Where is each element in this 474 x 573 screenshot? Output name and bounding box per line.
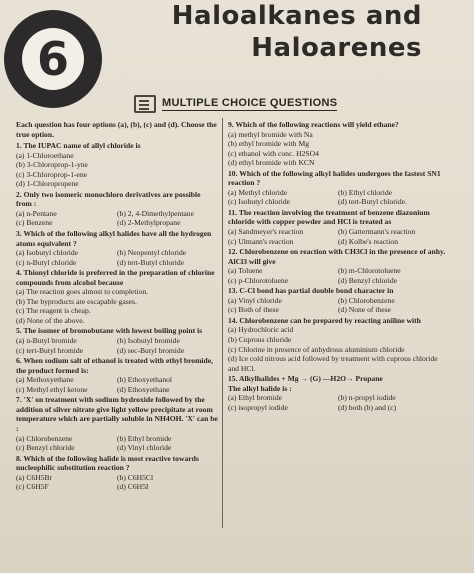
right-column [228, 120, 448, 413]
question-text: 7. 'X' on treatment with sodium hydroxide followed by the addition of silver nitrate give light yellow precipitate at room temperature which are partially soluble in NH4OH. 'X' can be : [16, 395, 218, 433]
answer-option: (c) Isobutyl chloride [228, 197, 290, 207]
answer-option: (d) None of these [338, 305, 391, 315]
answer-options [228, 188, 448, 207]
question-item [228, 247, 448, 285]
answer-option: (d) both (b) and (c) [338, 402, 397, 412]
answer-option: (c) n-Butyl chloride [16, 257, 77, 267]
chapter-number: 6 [22, 28, 84, 90]
answer-option: (d) Vinyl chloride [117, 443, 172, 453]
question-item [228, 208, 448, 246]
answer-option: (a) Isobutyl chloride [16, 248, 78, 258]
question-text: 10. Which of the following alkyl halides undergoes the fastest SN1 reaction ? [228, 168, 441, 188]
left-column [16, 120, 218, 493]
answer-option: (b) m-Chlorotoluene [338, 266, 401, 276]
answer-option: (a) Methoxyethane [16, 375, 74, 385]
question-text: 14. Chlorobenzene can be prepared by reacting aniline with [228, 315, 421, 325]
answer-option: (d) tert-Butyl chloride. [338, 197, 407, 207]
answer-option: (a) The reaction goes almost to completion. [16, 287, 149, 297]
answer-option: (a) Chlorobenzene [16, 433, 73, 443]
question-text: 8. Which of the following halide is most reactive towards nucleophilic substitution reaction ? [16, 453, 199, 473]
question-item [16, 229, 218, 267]
answer-option: (d) 2-Methylpropane [117, 218, 181, 228]
answer-option: (a) n-Pentane [16, 208, 57, 218]
answer-option: (b) Neopentyl chloride [117, 248, 187, 258]
answer-option: (c) 3-Chloroprop-1-ene [16, 169, 88, 179]
answer-option: (b) Chlorobenzene [338, 295, 395, 305]
question-text: 13. C-Cl bond has partial double bond character in [228, 286, 394, 296]
answer-options [228, 266, 448, 285]
chapter-title-line-2: Haloarenes [251, 33, 422, 63]
answer-option: (b) C6H5Cl [117, 472, 154, 482]
question-text: 4. Thionyl chloride is preferred in the preparation of chlorine compounds from alcohol because [16, 268, 215, 287]
column-divider [222, 118, 223, 528]
answer-options [16, 473, 218, 492]
answer-option: (a) C6H5Br [16, 472, 53, 482]
chapter-title [172, 0, 422, 64]
answer-option: (c) Chlorine in presence of anhydrous aluminium chloride [228, 344, 405, 354]
answer-option: (b) 3-Chloroprop-1-yne [16, 160, 88, 170]
answer-options [16, 209, 218, 228]
answer-options [16, 151, 218, 189]
answer-options [228, 227, 448, 246]
question-text: 1. The IUPAC name of allyl chloride is [16, 141, 141, 151]
answer-option: (c) tert-Butyl bromide [16, 345, 84, 355]
section-heading [134, 94, 337, 114]
question-item [228, 316, 448, 373]
answer-option: (c) isopropyl iodide [228, 402, 288, 412]
answer-option: (a) Ethyl bromide [228, 393, 282, 403]
question-item [228, 374, 448, 412]
answer-option: (b) ethyl bromide with Mg [228, 139, 309, 149]
question-text: 12. Chlorobenzene on reaction with CH3Cl in the presence of anhy. AlCl3 will give [228, 247, 446, 266]
answer-option: (c) Methyl ethyl ketone [16, 384, 88, 394]
answer-option: (b) The byproducts are escapable gases. [16, 296, 137, 306]
answer-options [16, 375, 218, 394]
answer-option: (d) 1-Chloropropene [16, 179, 79, 189]
answer-option: (c) C6H5F [16, 482, 49, 492]
answer-option: (b) Ethyl bromide [117, 433, 172, 443]
section-title: MULTIPLE CHOICE QUESTIONS [162, 97, 338, 109]
answer-option: (d) Ethoxyethane [117, 384, 170, 394]
answer-option: (c) p-Chlorotoluene [228, 275, 289, 285]
answer-option: (a) Methyl chloride [228, 187, 288, 197]
answer-option: (a) 1-Chloroethane [16, 150, 74, 160]
answer-options [16, 434, 218, 453]
question-item [16, 141, 218, 189]
answer-option: (a) Hydrochloric acid [228, 325, 294, 335]
answer-option: (c) Ulmann's reaction [228, 236, 294, 246]
question-item [16, 356, 218, 394]
question-item [16, 268, 218, 325]
answer-option: (d) tert-Butyl chloride [117, 257, 185, 267]
question-note: The alkyl halide is : [228, 383, 292, 393]
answer-option: (d) Ice cold nitrous acid followed by treatment with cuprous chloride and HCl. [228, 354, 438, 373]
answer-option: (a) Vinyl chloride [228, 295, 282, 305]
question-item [228, 169, 448, 207]
answer-options [16, 336, 218, 355]
question-text: 3. Which of the following alkyl halides have all the hydrogen atoms equivalent ? [16, 229, 212, 248]
question-item [228, 286, 448, 315]
answer-option: (d) Benzyl chloride [338, 275, 398, 285]
question-item [16, 454, 218, 492]
question-item [228, 120, 448, 168]
question-text: 9. Which of the following reactions will yield ethane? [228, 120, 399, 129]
answer-option: (c) ethanol with conc. H2SO4 [228, 148, 319, 158]
question-text: 15. Alkylhalides + Mg → (G) —H2O→ Propane [228, 374, 383, 384]
question-item [16, 190, 218, 228]
chapter-number-badge [4, 10, 102, 108]
chapter-title-line-1: Haloalkanes and [171, 1, 422, 31]
answer-option: (d) Kolbe's reaction [338, 236, 398, 246]
instructions: Each question has four options (a), (b), (c) and (d). Choose the true option. [16, 120, 217, 139]
answer-options [228, 393, 448, 412]
question-text: 11. The reaction involving the treatment of benzene diazonium chloride with copper powder and HCl is treated as [228, 207, 430, 227]
question-text: 6. When sodium salt of ethanol is treated with ethyl bromide, the product formed is: [16, 356, 214, 375]
answer-option: (a) n-Butyl bromide [16, 336, 77, 346]
answer-option: (d) C6H5I [117, 482, 149, 492]
answer-option: (b) Gattermann's reaction [338, 227, 416, 237]
answer-options [228, 325, 448, 373]
answer-option: (c) Benzyl chloride [16, 443, 75, 453]
answer-option: (b) Cuprous chloride [228, 335, 292, 345]
answer-option: (c) Both of these [228, 305, 279, 315]
question-text: 2. Only two isomeric monochloro derivatives are possible from : [16, 189, 201, 209]
answer-options [16, 287, 218, 325]
answer-option: (d) ethyl bromide with KCN [228, 158, 315, 168]
answer-option: (b) n-propyl iodide [338, 393, 396, 403]
question-item [16, 395, 218, 452]
answer-option: (c) Benzene [16, 218, 53, 228]
answer-option: (d) sec-Butyl bromide [117, 345, 185, 355]
answer-option: (b) Ethyl chloride [338, 187, 392, 197]
answer-options [228, 296, 448, 315]
answer-option: (d) None of the above. [16, 315, 85, 325]
answer-option: (a) methyl bromide with Na [228, 129, 313, 139]
answer-options [228, 130, 448, 168]
question-item [16, 326, 218, 355]
answer-option: (b) 2, 4-Dimethylpentane [117, 208, 194, 218]
answer-option: (b) Ethoxyethanol [117, 375, 173, 385]
answer-option: (c) The reagent is cheap. [16, 306, 91, 316]
answer-option: (a) Toluene [228, 266, 263, 276]
book-icon [134, 95, 156, 113]
answer-option: (b) Isobutyl bromide [117, 336, 180, 346]
answer-option: (a) Sandmeyer's reaction [228, 227, 304, 237]
answer-options [16, 248, 218, 267]
question-text: 5. The isomer of bromobutane with lowest boiling point is [16, 326, 203, 336]
